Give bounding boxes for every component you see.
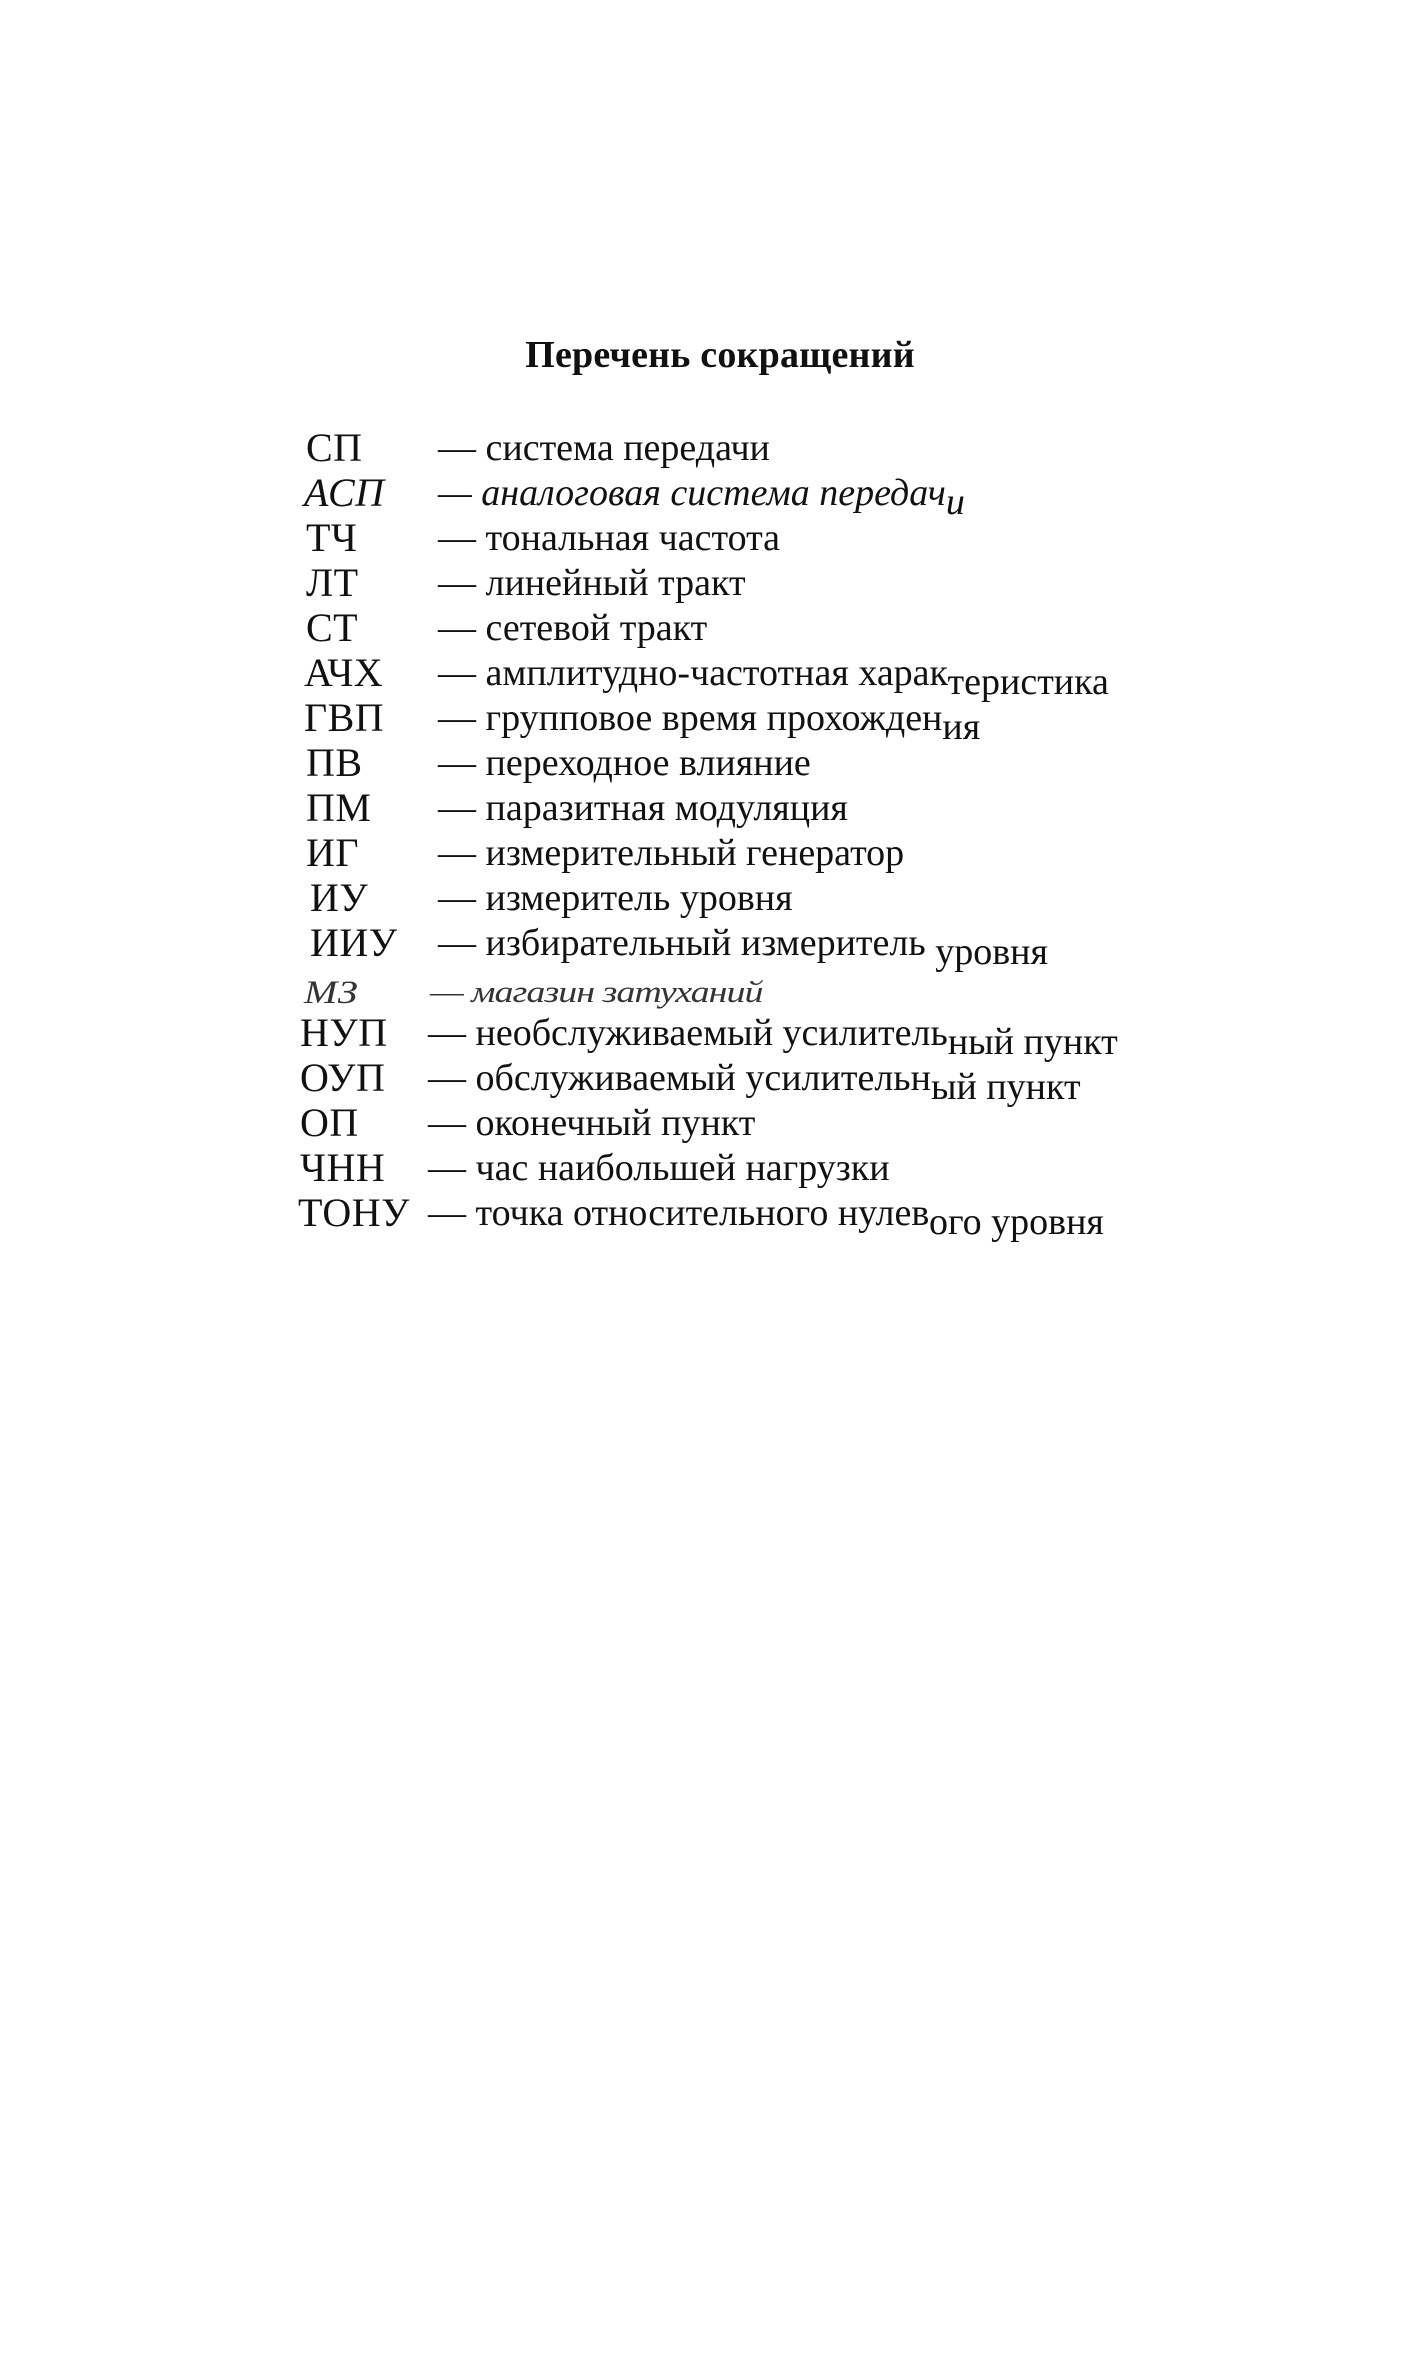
abbreviation: ИГ (306, 830, 360, 875)
definition: — час наибольшей нагрузки (428, 1147, 890, 1189)
definition: — измерительный генератор (438, 832, 905, 874)
definition: — оконечный пункт (428, 1102, 756, 1144)
definition: — обслуживаемый усилительный пункт (428, 1057, 1081, 1108)
definition: — амплитудно-частотная характеристика (438, 652, 1109, 703)
definition: — избирательный измеритель уровня (438, 922, 1048, 973)
abbreviation: АЧХ (304, 650, 384, 695)
abbreviation: ОУП (300, 1055, 386, 1100)
abbreviation: ГВП (304, 695, 385, 740)
abbreviation: ТЧ (306, 515, 358, 560)
abbreviation: СП (306, 425, 363, 470)
abbreviation: ИИУ (310, 920, 398, 965)
abbreviation: НУП (300, 1010, 388, 1055)
abbreviation: СТ (306, 605, 359, 650)
abbreviation: ПВ (306, 740, 363, 785)
definition: — система передачи (438, 427, 770, 469)
abbreviation: ТОНУ (298, 1190, 410, 1235)
definition: — аналоговая система передачи (438, 472, 965, 523)
abbreviation: АСП (304, 470, 385, 515)
definition: — групповое время прохождения (438, 697, 981, 748)
definition: — сетевой тракт (438, 607, 708, 649)
definition: — переходное влияние (438, 742, 811, 784)
page-title: Перечень сокращений (525, 334, 915, 376)
abbreviation: МЗ (304, 973, 359, 1011)
abbreviation: ЧНН (300, 1145, 386, 1190)
abbreviation: ИУ (310, 875, 369, 920)
definition: — линейный тракт (438, 562, 746, 604)
definition: — магазин затуханий (430, 974, 763, 1010)
definition: — измеритель уровня (438, 877, 793, 919)
definition: — паразитная модуляция (438, 787, 848, 829)
abbreviation: ОП (300, 1100, 359, 1145)
definition: — тональная частота (438, 517, 780, 559)
definition: — точка относительного нулевого уровня (428, 1192, 1104, 1243)
abbreviation: ЛТ (306, 560, 359, 605)
abbreviation: ПМ (306, 785, 372, 830)
definition: — необслуживаемый усилительный пункт (428, 1012, 1118, 1063)
